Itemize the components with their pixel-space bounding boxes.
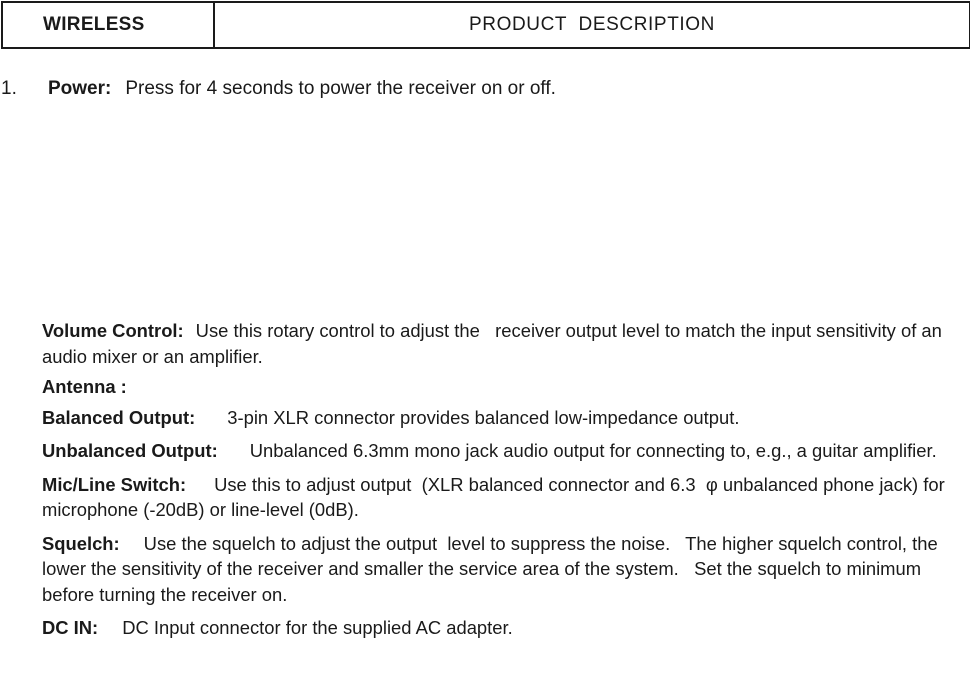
power-text: Press for 4 seconds to power the receiver on or off. [125,78,556,99]
description-list [42,318,966,641]
volume-control-label: Volume Control: [42,320,184,341]
antenna-label: Antenna : [42,376,127,397]
header-box [1,1,970,49]
dc-in-label: DC IN: [42,617,99,638]
volume-control-item [42,318,966,369]
balanced-output-item [42,405,966,431]
antenna-item [42,374,966,400]
header-title [215,3,969,47]
balanced-output-text: 3-pin XLR connector provides balanced low-impedance output. [227,406,740,428]
dc-in-item [42,615,966,641]
power-instruction [0,78,556,100]
unbalanced-output-item [42,438,966,464]
balanced-output-label: Balanced Output: [42,406,196,428]
header-category-label: WIRELESS [43,14,145,35]
squelch-item [42,531,966,608]
unbalanced-output-text: Unbalanced 6.3mm mono jack audio output for connecting to, e.g., a guitar amplifier. [249,440,937,461]
header-category [3,3,215,47]
item-number: 1. [1,78,17,99]
header-title-label: PRODUCT DESCRIPTION [468,14,715,35]
squelch-text: Use the squelch to adjust the output level to suppress the noise. The higher squelch control, the lower the sensitivity of the receiver and smaller the service area of the system. Set the squelch to minimum before turning the receiver on. [42,532,943,605]
mic-line-switch-text: Use this to adjust output (XLR balanced connector and 6.3 φ unbalanced phone jack) for microphone (-20dB) or line-level (0dB). [42,473,950,520]
volume-control-text: Use this rotary control to adjust the receiver output level to match the input sensitivity of an audio mixer or an amplifier. [42,320,948,367]
unbalanced-output-label: Unbalanced Output: [42,440,218,461]
squelch-label: Squelch: [42,532,120,554]
dc-in-text: DC Input connector for the supplied AC adapter. [122,617,513,638]
mic-line-switch-item [42,472,966,523]
mic-line-switch-label: Mic/Line Switch: [42,473,187,495]
power-label: Power: [48,78,112,99]
